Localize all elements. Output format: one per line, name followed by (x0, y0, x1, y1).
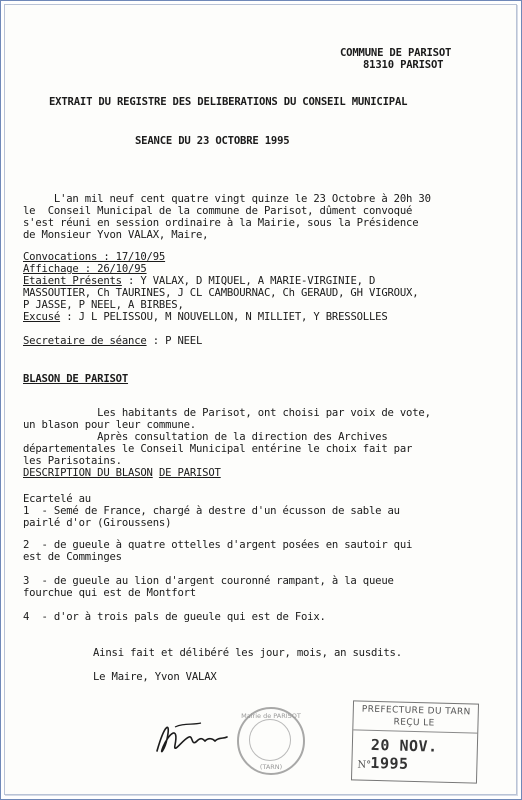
secretaire-line (23, 335, 202, 348)
excuse-label: Excusé (23, 311, 61, 323)
document-page (4, 4, 517, 795)
description-label: DESCRIPTION DU BLASON (23, 467, 153, 479)
reception-date: 20 NOV. 1995 (370, 735, 438, 773)
ecartele: Ecartelé au (23, 493, 91, 505)
quarter-1-line-1: 1 - Semé de France, chargé à destre d'un écusson de sable au (23, 505, 400, 517)
prefecture-label: PREFECTURE DU TARN (361, 704, 471, 718)
commune-name: COMMUNE DE PARISOT (340, 47, 452, 59)
seal-inner-ring (249, 719, 291, 761)
closing-statement: Ainsi fait et délibéré les jour, mois, an susdits. (93, 647, 402, 659)
seal-top-text: Mairie de PARISOT (241, 712, 301, 720)
excuse-line (23, 311, 388, 324)
description-heading (23, 467, 221, 480)
intro-line-3: s'est réuni en session ordinaire à la Mairie, sous la Présidence (23, 217, 419, 229)
quarter-1-line-2: pairlé d'or (Giroussens) (23, 517, 172, 529)
presents-label: Etaient Présents (23, 275, 122, 287)
recue-label: REÇU LE (393, 717, 435, 729)
blason-para-2: un blason pour leur commune. (23, 419, 196, 431)
mayor-signature (153, 717, 233, 761)
secretaire-name: : P NEEL (146, 335, 203, 347)
blason-para-4: départementales le Conseil Municipal entérine le choix fait par (23, 443, 413, 455)
presents-line-1 (23, 275, 375, 288)
intro-line-2: le Conseil Municipal de la commune de Parisot, dûment convoqué (23, 205, 413, 217)
quarter-2-line-2: est de Comminges (23, 551, 122, 563)
prefecture-reception-stamp (351, 700, 479, 783)
description-label-b: DE PARISOT (158, 467, 221, 479)
convocations: Convocations : 17/10/95 (23, 251, 166, 263)
excuse-names: : J L PELISSOU, M NOUVELLON, N MILLIET, Y BRESSOLLES (60, 311, 388, 323)
quarter-3-line-1: 3 - de gueule au lion d'argent couronné rampant, à la queue (23, 575, 394, 587)
municipal-seal-stamp (237, 707, 305, 775)
seance-date: SEANCE DU 23 OCTOBRE 1995 (135, 135, 290, 147)
document-title: EXTRAIT DU REGISTRE DES DELIBERATIONS DU CONSEIL MUNICIPAL (49, 96, 408, 108)
numero-label: N° (357, 759, 372, 771)
stamp-divider (353, 729, 477, 733)
quarter-2-line-1: 2 - de gueule à quatre ottelles d'argent posées en sautoir qui (23, 539, 413, 551)
presents-line-3: P JASSE, P NEEL, A BIRBES, (23, 299, 184, 311)
seal-bottom-text: (TARN) (259, 763, 283, 771)
blason-para-5: les Parisotains. (23, 455, 122, 467)
blason-heading: BLASON DE PARISOT (23, 373, 129, 385)
quarter-3-line-2: fourchue qui est de Montfort (23, 587, 196, 599)
quarter-4: 4 - d'or à trois pals de gueule qui est de Foix. (23, 611, 326, 623)
intro-line-4: de Monsieur Yvon VALAX, Maire, (23, 229, 209, 241)
commune-postal: 81310 PARISOT (363, 59, 444, 71)
maire-signature-line: Le Maire, Yvon VALAX (93, 671, 217, 683)
presents-names-1: : Y VALAX, D MIQUEL, A MARIE-VIRGINIE, D (121, 275, 376, 287)
blason-para-3: Après consultation de la direction des Archives (23, 431, 388, 443)
blason-para-1: Les habitants de Parisot, ont choisi par voix de vote, (23, 407, 431, 419)
presents-line-2: MASSOUTIER, Ch TAURINES, J CL CAMBOURNAC, Ch GERAUD, GH VIGROUX, (23, 287, 419, 299)
affichage: Affichage : 26/10/95 (23, 263, 147, 275)
intro-line-1: L'an mil neuf cent quatre vingt quinze le 23 Octobre à 20h 30 (23, 193, 431, 205)
secretaire-label: Secretaire de séance (23, 335, 147, 347)
